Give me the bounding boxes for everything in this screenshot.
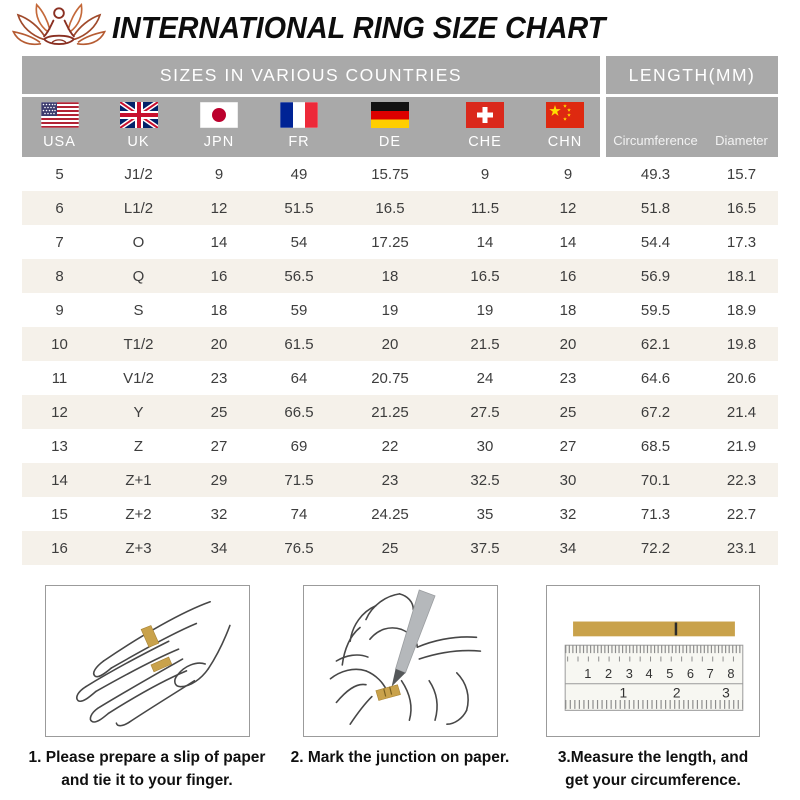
country-code-de: DE xyxy=(378,134,402,150)
column-header-chn xyxy=(530,97,600,157)
table-cell: 56.5 xyxy=(284,267,314,285)
table-cell: 20 xyxy=(381,335,399,353)
table-cell: 35 xyxy=(476,505,494,523)
table-cell: L1/2 xyxy=(123,199,154,217)
table-cell: 6 xyxy=(55,199,64,217)
table-row xyxy=(22,497,778,531)
table-row xyxy=(22,361,778,395)
svg-text:1: 1 xyxy=(619,684,628,701)
table-cell: 20 xyxy=(210,335,228,353)
table-cell: 25 xyxy=(559,403,577,421)
table-cell: 20 xyxy=(559,335,577,353)
ring-size-table xyxy=(22,56,778,565)
table-cell: V1/2 xyxy=(123,369,154,387)
table-cell: 61.5 xyxy=(284,335,314,353)
column-header-jpn xyxy=(180,97,258,157)
table-row xyxy=(22,429,778,463)
france-flag-icon xyxy=(280,102,318,128)
paper-strip xyxy=(573,622,735,637)
svg-text:2: 2 xyxy=(672,684,681,701)
table-cell: 23.1 xyxy=(726,539,757,557)
china-flag-icon xyxy=(546,102,584,128)
svg-text:3: 3 xyxy=(722,684,730,701)
caption-line: 2. Mark the junction on paper. xyxy=(290,749,510,766)
instruction-step-2 xyxy=(280,585,520,792)
ruler xyxy=(565,645,743,710)
table-cell: 22 xyxy=(381,437,399,455)
instruction-caption-2 xyxy=(291,746,510,769)
table-cell: 21.5 xyxy=(470,335,500,353)
table-cell: 56.9 xyxy=(640,267,671,285)
table-row xyxy=(22,157,778,191)
table-cell: 27 xyxy=(559,437,577,455)
table-cell: 68.5 xyxy=(640,437,671,455)
table-cell: 32.5 xyxy=(470,471,500,489)
table-header xyxy=(22,56,778,157)
table-cell: 23 xyxy=(210,369,228,387)
marking-junction-illustration xyxy=(303,585,498,737)
svg-text:6: 6 xyxy=(686,665,695,681)
caption-line: and tie it to your finger. xyxy=(61,772,233,789)
column-header-uk xyxy=(97,97,180,157)
table-cell: 9 xyxy=(55,301,64,319)
length-labels-row xyxy=(606,97,778,157)
table-cell: 19.8 xyxy=(726,335,757,353)
svg-text:5: 5 xyxy=(666,665,674,681)
strip-mark xyxy=(675,623,677,636)
table-cell: 16 xyxy=(210,267,228,285)
country-code-fr: FR xyxy=(288,134,310,150)
caption-line: 3.Measure the length, and xyxy=(557,749,749,766)
table-cell: 34 xyxy=(559,539,577,557)
table-cell: 16 xyxy=(51,539,68,557)
column-header-che xyxy=(440,97,530,157)
country-code-jpn: JPN xyxy=(203,134,235,150)
usa-flag-icon xyxy=(41,102,79,128)
switzerland-flag-icon xyxy=(466,102,504,128)
table-cell: 72.2 xyxy=(640,539,671,557)
table-cell: Z+1 xyxy=(125,471,152,489)
table-cell: 21.9 xyxy=(726,437,757,455)
measuring-instructions xyxy=(22,585,778,792)
country-code-uk: UK xyxy=(127,134,150,150)
table-cell: 19 xyxy=(381,301,399,319)
hand-with-paper-strip-illustration xyxy=(45,585,250,737)
table-cell: 30 xyxy=(559,471,577,489)
table-cell: 5 xyxy=(55,165,64,183)
table-cell: 14 xyxy=(51,471,68,489)
table-cell: 16.5 xyxy=(726,199,757,217)
table-cell: 30 xyxy=(476,437,494,455)
table-cell: 7 xyxy=(55,233,64,251)
column-header-circumference: Circumference xyxy=(613,133,698,148)
table-cell: S xyxy=(133,301,144,319)
table-cell: 71.3 xyxy=(640,505,671,523)
table-cell: 15.7 xyxy=(726,165,757,183)
table-cell: 67.2 xyxy=(640,403,671,421)
table-cell: 34 xyxy=(210,539,228,557)
table-cell: 24 xyxy=(476,369,494,387)
table-cell: 11.5 xyxy=(470,199,500,217)
table-cell: 29 xyxy=(210,471,228,489)
instruction-caption-3 xyxy=(558,746,748,792)
table-cell: J1/2 xyxy=(124,165,153,183)
table-cell: 15.75 xyxy=(371,165,409,183)
table-cell: 76.5 xyxy=(284,539,314,557)
instruction-step-1 xyxy=(22,585,272,792)
table-cell: 11 xyxy=(51,369,68,387)
table-cell: 9 xyxy=(480,165,490,183)
table-cell: 69 xyxy=(290,437,308,455)
country-code-che: CHE xyxy=(468,134,502,150)
table-cell: 17.25 xyxy=(371,233,409,251)
table-cell: Z xyxy=(133,437,144,455)
table-cell: O xyxy=(132,233,145,251)
svg-text:8: 8 xyxy=(727,665,735,681)
table-cell: 62.1 xyxy=(640,335,671,353)
svg-text:4: 4 xyxy=(645,665,653,681)
ruler-measurement-illustration xyxy=(546,585,760,737)
table-cell: 22.7 xyxy=(726,505,757,523)
table-cell: 32 xyxy=(210,505,228,523)
table-cell: 27 xyxy=(210,437,228,455)
table-cell: Z+2 xyxy=(125,505,152,523)
table-row xyxy=(22,225,778,259)
table-cell: 23 xyxy=(381,471,399,489)
table-cell: 54.4 xyxy=(640,233,671,251)
page-title: INTERNATIONAL RING SIZE CHART xyxy=(112,10,606,45)
lotus-meditation-logo-icon xyxy=(12,1,106,55)
sizes-header-block xyxy=(22,56,600,157)
table-cell: 51.8 xyxy=(640,199,671,217)
table-cell: 21.25 xyxy=(371,403,409,421)
table-cell: 14 xyxy=(476,233,494,251)
table-cell: 64 xyxy=(290,369,308,387)
length-header-block xyxy=(606,56,778,157)
table-body xyxy=(22,157,778,565)
table-cell: 20.75 xyxy=(371,369,409,387)
table-row xyxy=(22,395,778,429)
table-row xyxy=(22,191,778,225)
table-cell: 24.25 xyxy=(371,505,409,523)
table-cell: 15 xyxy=(51,505,68,523)
table-cell: 74 xyxy=(290,505,308,523)
table-cell: 18 xyxy=(559,301,577,319)
table-cell: 18.9 xyxy=(726,301,757,319)
table-cell: 9 xyxy=(214,165,224,183)
table-cell: 21.4 xyxy=(726,403,757,421)
caption-line: get your circumference. xyxy=(565,772,741,789)
table-cell: 9 xyxy=(563,165,573,183)
table-cell: 37.5 xyxy=(470,539,500,557)
length-group-title: LENGTH(MM) xyxy=(606,56,778,97)
table-cell: 59 xyxy=(290,301,308,319)
column-header-de xyxy=(340,97,440,157)
table-cell: 64.6 xyxy=(640,369,671,387)
table-cell: 14 xyxy=(210,233,228,251)
table-cell: 32 xyxy=(559,505,577,523)
table-row xyxy=(22,259,778,293)
table-cell: Q xyxy=(132,267,145,285)
svg-text:7: 7 xyxy=(706,665,714,681)
table-cell: 16.5 xyxy=(375,199,405,217)
table-cell: 16 xyxy=(559,267,577,285)
table-cell: 54 xyxy=(290,233,308,251)
table-cell: 18.1 xyxy=(726,267,757,285)
table-cell: 51.5 xyxy=(284,199,314,217)
table-cell: T1/2 xyxy=(123,335,154,353)
table-cell: 70.1 xyxy=(640,471,671,489)
table-cell: 18 xyxy=(381,267,399,285)
country-code-chn: CHN xyxy=(547,134,583,150)
flags-row xyxy=(22,97,600,157)
table-cell: 71.5 xyxy=(284,471,314,489)
table-cell: 66.5 xyxy=(284,403,314,421)
table-cell: 20.6 xyxy=(726,369,757,387)
table-cell: 25 xyxy=(210,403,228,421)
column-header-fr xyxy=(258,97,340,157)
table-cell: 25 xyxy=(381,539,399,557)
table-row xyxy=(22,327,778,361)
column-header-usa xyxy=(22,97,97,157)
svg-text:1: 1 xyxy=(584,665,592,681)
table-cell: 17.3 xyxy=(726,233,757,251)
table-cell: Y xyxy=(133,403,144,421)
table-row xyxy=(22,531,778,565)
table-cell: 59.5 xyxy=(640,301,671,319)
table-cell: 22.3 xyxy=(726,471,757,489)
table-cell: 14 xyxy=(559,233,577,251)
table-cell: 12 xyxy=(559,199,577,217)
instruction-caption-1 xyxy=(29,746,266,792)
table-cell: Z+3 xyxy=(125,539,152,557)
country-code-usa: USA xyxy=(43,134,76,150)
instruction-step-3 xyxy=(528,585,778,792)
sizes-group-title: SIZES IN VARIOUS COUNTRIES xyxy=(22,56,600,97)
table-cell: 49.3 xyxy=(640,165,671,183)
table-cell: 13 xyxy=(51,437,68,455)
table-cell: 23 xyxy=(559,369,577,387)
caption-line: 1. Please prepare a slip of paper xyxy=(28,749,266,766)
uk-flag-icon xyxy=(120,102,158,128)
table-cell: 19 xyxy=(476,301,494,319)
table-row xyxy=(22,293,778,327)
table-cell: 12 xyxy=(210,199,228,217)
page-header xyxy=(0,0,800,56)
column-header-diameter: Diameter xyxy=(715,133,768,148)
table-cell: 12 xyxy=(51,403,68,421)
svg-text:3: 3 xyxy=(625,665,633,681)
table-cell: 27.5 xyxy=(470,403,500,421)
table-cell: 8 xyxy=(55,267,64,285)
table-cell: 10 xyxy=(51,335,68,353)
table-cell: 18 xyxy=(210,301,228,319)
table-row xyxy=(22,463,778,497)
table-cell: 16.5 xyxy=(470,267,500,285)
germany-flag-icon xyxy=(371,102,409,128)
japan-flag-icon xyxy=(200,102,238,128)
table-cell: 49 xyxy=(290,165,308,183)
svg-text:2: 2 xyxy=(605,665,613,681)
